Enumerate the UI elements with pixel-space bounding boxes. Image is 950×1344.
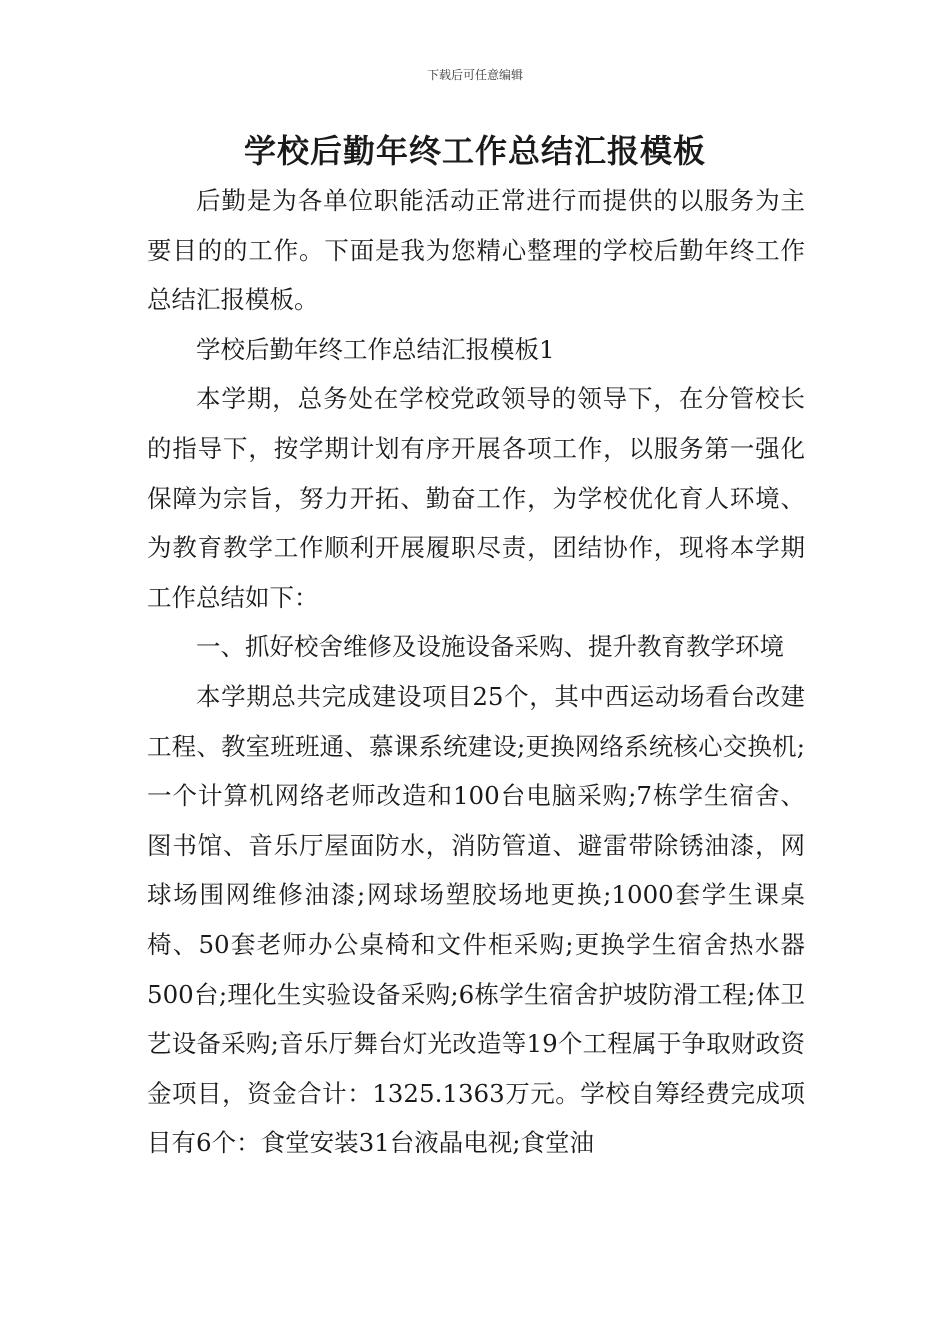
document-title: 学校后勤年终工作总结汇报模板	[243, 132, 706, 170]
paragraph-intro: 后勤是为各单位职能活动正常进行而提供的以服务为主要目的的工作。下面是我为您精心整理的学校后勤年终工作总结汇报模板。	[147, 186, 805, 315]
document-body	[147, 176, 805, 1168]
paragraph-section-heading: 一、抓好校舍维修及设施设备采购、提升教育教学环境	[196, 632, 784, 662]
header-note: 下载后可任意编辑	[426, 68, 523, 82]
paragraph-subtitle: 学校后勤年终工作总结汇报模板1	[196, 334, 555, 364]
paragraph-projects: 本学期总共完成建设项目25个，其中西运动场看台改建工程、教室班班通、慕课系统建设;更换网络系统核心交换机;一个计算机网络老师改造和100台电脑采购;7栋学生宿舍、图书馆、音乐厅屋面防水，消防管道、避雷带除锈油漆，网球场围网维修油漆;网球场塑胶场地更换;1000套学生课桌椅、50套老师办公桌椅和文件柜采购;更换学生宿舍热水器500台;理化生实验设备采购;6栋学生宿舍护坡防滑工程;体卫艺设备采购;音乐厅舞台灯光改造等19个工程属于争取财政资金项目，资金合计：1325.1363万元。学校自筹经费完成项目有6个：食堂安装31台液晶电视;食堂油	[147, 681, 805, 1158]
paragraph-overview: 本学期，总务处在学校党政领导的领导下，在分管校长的指导下，按学期计划有序开展各项工作，以服务第一强化保障为宗旨，努力开拓、勤奋工作，为学校优化育人环境、为教育教学工作顺利开展履职尽责，团结协作，现将本学期工作总结如下：	[147, 384, 805, 612]
